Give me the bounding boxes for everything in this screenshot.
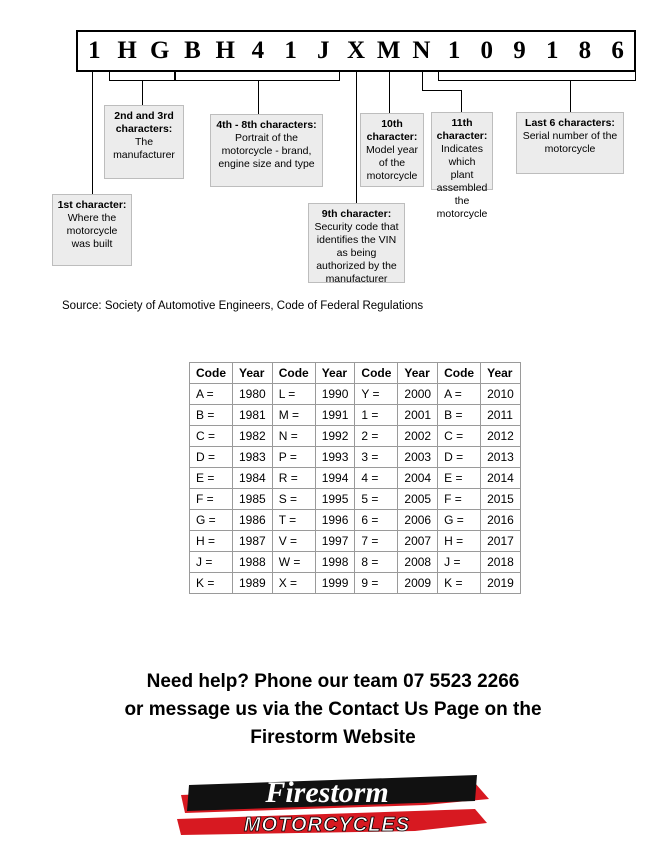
- table-row: [190, 447, 521, 468]
- vin-character: G: [150, 37, 170, 64]
- callout-fourth-eighth-characters: [210, 114, 323, 187]
- cell-code: 9 =: [355, 573, 398, 594]
- cell-code: S =: [272, 489, 315, 510]
- leader-line-last-6: [570, 81, 571, 112]
- help-line-1: Need help? Phone our team 07 5523 2266: [146, 671, 520, 692]
- table-row: [190, 468, 521, 489]
- callout-second-third-characters: [104, 105, 184, 179]
- cell-code: K =: [438, 573, 481, 594]
- cell-year: 1995: [315, 489, 355, 510]
- cell-code: T =: [272, 510, 315, 531]
- cell-code: H =: [190, 531, 233, 552]
- cell-year: 2013: [481, 447, 521, 468]
- cell-code: F =: [190, 489, 233, 510]
- vin-character: B: [184, 37, 201, 64]
- cell-year: 2001: [398, 405, 438, 426]
- firestorm-motorcycles-logo: [175, 765, 495, 850]
- callout-title: 4th - 8th characters:: [216, 119, 317, 131]
- column-header: Year: [398, 363, 438, 384]
- cell-year: 2015: [481, 489, 521, 510]
- help-message: [0, 668, 666, 752]
- cell-year: 2018: [481, 552, 521, 573]
- cell-year: 2000: [398, 384, 438, 405]
- leader-line-char11-drop: [461, 90, 462, 112]
- cell-code: X =: [272, 573, 315, 594]
- cell-code: H =: [438, 531, 481, 552]
- vin-character: 1: [88, 37, 101, 64]
- cell-code: Y =: [355, 384, 398, 405]
- help-line-3: Firestorm Website: [250, 727, 416, 748]
- column-header: Code: [438, 363, 481, 384]
- callout-eleventh-character: [431, 112, 493, 220]
- table-row: [190, 510, 521, 531]
- table-row: [190, 405, 521, 426]
- cell-code: E =: [190, 468, 233, 489]
- cell-year: 1994: [315, 468, 355, 489]
- leader-line-char11: [422, 72, 423, 90]
- cell-code: L =: [272, 384, 315, 405]
- cell-code: V =: [272, 531, 315, 552]
- bracket-chars-4-8: [175, 72, 340, 81]
- cell-code: 6 =: [355, 510, 398, 531]
- column-header: Code: [190, 363, 233, 384]
- callout-ninth-character: [308, 203, 405, 283]
- cell-code: R =: [272, 468, 315, 489]
- leader-line-char11-horizontal: [422, 90, 462, 91]
- column-header: Year: [481, 363, 521, 384]
- cell-code: N =: [272, 426, 315, 447]
- cell-year: 1990: [315, 384, 355, 405]
- cell-year: 1988: [233, 552, 273, 573]
- callout-title: 2nd and 3rd characters:: [114, 110, 174, 135]
- table-row: [190, 384, 521, 405]
- cell-code: G =: [438, 510, 481, 531]
- cell-code: 8 =: [355, 552, 398, 573]
- cell-year: 2002: [398, 426, 438, 447]
- column-header: Year: [315, 363, 355, 384]
- cell-year: 1983: [233, 447, 273, 468]
- callout-body: Portrait of the motorcycle - brand, engine size and type: [218, 132, 315, 170]
- callout-first-character: [52, 194, 132, 266]
- cell-year: 1987: [233, 531, 273, 552]
- vin-character: 0: [480, 37, 494, 64]
- callout-tenth-character: [360, 113, 424, 187]
- cell-year: 2010: [481, 384, 521, 405]
- cell-code: C =: [438, 426, 481, 447]
- leader-line-char1: [92, 72, 93, 194]
- cell-code: B =: [190, 405, 233, 426]
- source-note: Source: Society of Automotive Engineers, Code of Federal Regulations: [62, 300, 424, 312]
- cell-year: 2007: [398, 531, 438, 552]
- vin-character: H: [117, 37, 137, 64]
- cell-year: 1986: [233, 510, 273, 531]
- callout-title: 9th character:: [321, 208, 392, 220]
- cell-code: J =: [438, 552, 481, 573]
- cell-year: 1980: [233, 384, 273, 405]
- table-row: [190, 552, 521, 573]
- cell-code: 3 =: [355, 447, 398, 468]
- cell-code: 4 =: [355, 468, 398, 489]
- cell-year: 1992: [315, 426, 355, 447]
- table-row: [190, 489, 521, 510]
- cell-year: 2019: [481, 573, 521, 594]
- cell-code: F =: [438, 489, 481, 510]
- cell-code: C =: [190, 426, 233, 447]
- cell-year: 2005: [398, 489, 438, 510]
- cell-code: D =: [438, 447, 481, 468]
- cell-code: J =: [190, 552, 233, 573]
- vin-character: 8: [578, 37, 592, 64]
- cell-year: 2006: [398, 510, 438, 531]
- callout-last-six-characters: [516, 112, 624, 174]
- callout-title: 11th character:: [436, 117, 488, 142]
- cell-year: 2014: [481, 468, 521, 489]
- cell-code: 1 =: [355, 405, 398, 426]
- bracket-last-6: [438, 72, 636, 81]
- cell-code: P =: [272, 447, 315, 468]
- cell-code: 7 =: [355, 531, 398, 552]
- vin-character: H: [215, 37, 235, 64]
- model-year-code-table: [189, 362, 521, 594]
- help-line-2: or message us via the Contact Us Page on the: [124, 699, 542, 720]
- cell-year: 2003: [398, 447, 438, 468]
- cell-year: 2009: [398, 573, 438, 594]
- callout-body: The manufacturer: [113, 136, 175, 161]
- vin-character: 1: [545, 37, 559, 64]
- cell-code: D =: [190, 447, 233, 468]
- cell-code: E =: [438, 468, 481, 489]
- cell-year: 2004: [398, 468, 438, 489]
- callout-body: Security code that identifies the VIN as being authorized by the manufacturer: [314, 221, 399, 285]
- leader-line-chars-4-8: [258, 81, 259, 114]
- vin-character: 1: [447, 37, 461, 64]
- vin-character: 9: [513, 37, 526, 64]
- column-header: Code: [355, 363, 398, 384]
- cell-year: 1985: [233, 489, 273, 510]
- cell-year: 1991: [315, 405, 355, 426]
- vin-character: 1: [284, 37, 297, 64]
- vin-character: 6: [611, 37, 624, 64]
- callout-body: Model year of the motorcycle: [366, 144, 418, 182]
- table-row: [190, 426, 521, 447]
- cell-code: A =: [190, 384, 233, 405]
- logo-wordmark-text: Firestorm: [265, 776, 389, 809]
- cell-year: 1984: [233, 468, 273, 489]
- cell-year: 2016: [481, 510, 521, 531]
- cell-year: 1982: [233, 426, 273, 447]
- cell-year: 1993: [315, 447, 355, 468]
- cell-code: M =: [272, 405, 315, 426]
- column-header: Year: [233, 363, 273, 384]
- vin-number-box: [76, 30, 636, 72]
- vin-character: 4: [251, 37, 265, 64]
- cell-code: W =: [272, 552, 315, 573]
- callout-body: Serial number of the motorcycle: [522, 130, 618, 155]
- callout-body: Where the motorcycle was built: [66, 212, 118, 250]
- logo-subtitle-text: MOTORCYCLES: [243, 814, 411, 836]
- callout-title: 10th character:: [366, 118, 418, 143]
- bracket-chars-2-3: [109, 72, 175, 81]
- cell-year: 2012: [481, 426, 521, 447]
- cell-year: 1981: [233, 405, 273, 426]
- cell-code: 2 =: [355, 426, 398, 447]
- cell-year: 1999: [315, 573, 355, 594]
- cell-year: 1996: [315, 510, 355, 531]
- cell-year: 2008: [398, 552, 438, 573]
- cell-year: 2011: [481, 405, 521, 426]
- table-row: [190, 573, 521, 594]
- leader-line-char10: [389, 72, 390, 113]
- cell-code: G =: [190, 510, 233, 531]
- cell-year: 2017: [481, 531, 521, 552]
- leader-line-char9: [356, 72, 357, 203]
- vin-character: N: [412, 37, 431, 64]
- cell-code: K =: [190, 573, 233, 594]
- table-header-row: [190, 363, 521, 384]
- vin-character: M: [376, 37, 401, 64]
- cell-year: 1997: [315, 531, 355, 552]
- cell-year: 1989: [233, 573, 273, 594]
- callout-body: Indicates which plant assembled the motorcycle: [436, 143, 488, 220]
- callout-title: Last 6 characters:: [525, 117, 615, 129]
- cell-year: 1998: [315, 552, 355, 573]
- table-row: [190, 531, 521, 552]
- vin-character: X: [346, 37, 365, 64]
- callout-title: 1st character:: [57, 199, 127, 211]
- cell-code: B =: [438, 405, 481, 426]
- cell-code: A =: [438, 384, 481, 405]
- column-header: Code: [272, 363, 315, 384]
- leader-line-chars-2-3: [142, 81, 143, 105]
- cell-code: 5 =: [355, 489, 398, 510]
- vin-character: J: [317, 37, 330, 64]
